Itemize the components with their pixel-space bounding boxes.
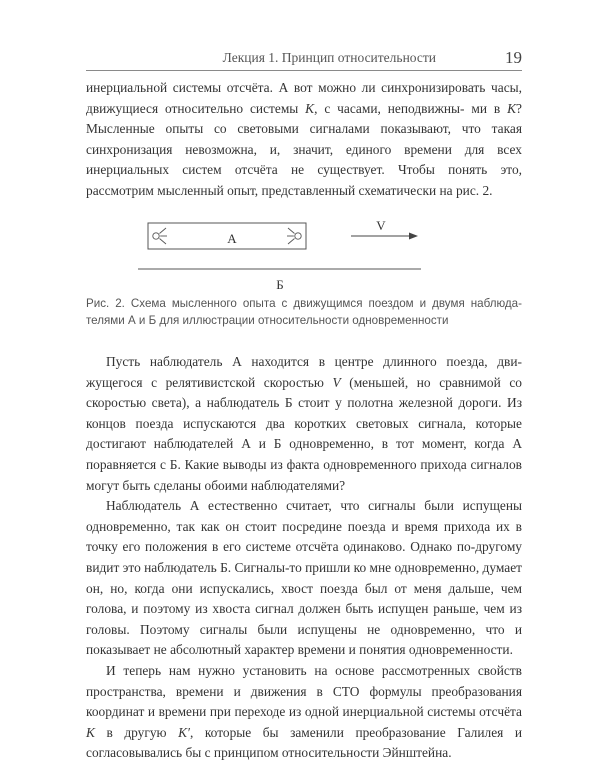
text-span: (меньшей, но сравнимой со скоростью света), а наблюдатель Б стоит у полотна железной дороги. Из концов поезда испускаются два коротких световых сигнала, которые достигают наблюдателей А и Б одновременно, в тот момент, когда А поравняется с Б. Какие выводы из факта одновременного прихода сигналов могут быть сделаны обоими наблюдателями? (86, 374, 522, 493)
paragraph-1 (86, 78, 522, 202)
chapter-title: Лекция 1. Принцип относительности (222, 50, 436, 65)
page-number: 19 (505, 48, 522, 67)
variable-k: K (305, 100, 315, 116)
variable-k: K (86, 724, 95, 740)
left-light-source-icon (153, 228, 167, 244)
paragraph-2 (86, 352, 522, 496)
observer-b-label: Б (276, 277, 284, 292)
text-line: это, рассмотрим мысленный опыт, представленный схематически (86, 162, 522, 198)
text-line: ми в (471, 100, 508, 116)
paragraph-4 (86, 661, 522, 764)
text-line: , с часами, неподвижны- (314, 100, 465, 116)
figure-caption: Рис. 2. Схема мысленного опыта с движущимся поездом и двумя наблюдателями А и Б для иллюстрации относительности одновременности (86, 297, 522, 327)
text-span: И теперь нам нужно установить на основе рассмотренных свойств пространства, времени и движения в СТО формулы преобразования координат и времени при переходе из одной инерциальной системы отсчёта (86, 662, 522, 720)
text-line: что такая синхронизация невозможна, и, значит, единого времени (86, 121, 522, 157)
text-span: , которые бы заменили преобразование Галилея и согласовывались бы с принципом относительности Эйнштейна. (86, 724, 522, 761)
main-text (86, 352, 522, 764)
variable-k-prime: K′ (178, 724, 190, 740)
velocity-arrow-icon (351, 233, 418, 240)
text-line: ? Мысленные опыты со световыми сигналами показывают, (86, 100, 522, 137)
text-span: в другую (94, 724, 179, 740)
text-line: часы, движущиеся относительно системы (86, 80, 523, 116)
variable-k: K (507, 100, 517, 116)
text-span: Пусть наблюдатель А находится в центре длинного поезда, движущегося с релятивистской скоростью (86, 354, 522, 390)
observer-a-label: А (227, 231, 237, 246)
running-head (86, 48, 522, 71)
velocity-label: V (376, 218, 386, 233)
text-line: для всех инерциальных систем отсчёта не существует. Чтобы понять (86, 141, 522, 178)
paragraph-3: Наблюдатель А естественно считает, что сигналы были испущены одновременно, так как он стоит посредине поезда и время прихода их в точку его положения в его системе отсчёта одинаково. Однако по-другому видит это наблюдатель Б. Сигналы-то пришли ко мне одновременно, думает он, но, когда они испускались, хвост поезда был от меня дальше, чем голова, и поэтому из хвоста сигнал должен быть испущен раньше, чем из головы. Поэтому сигналы были испущены не одновременно, что и показывает не абсолютный характер времени и понятия одновременности. (86, 498, 522, 658)
text-line: на рис. 2. (439, 182, 493, 198)
figure-2 (86, 205, 522, 295)
train-diagram (86, 205, 522, 295)
text-line: инерциальной системы отсчёта. А вот можно ли синхронизировать (86, 80, 486, 95)
right-light-source-icon (287, 228, 301, 244)
variable-v: V (332, 374, 341, 390)
